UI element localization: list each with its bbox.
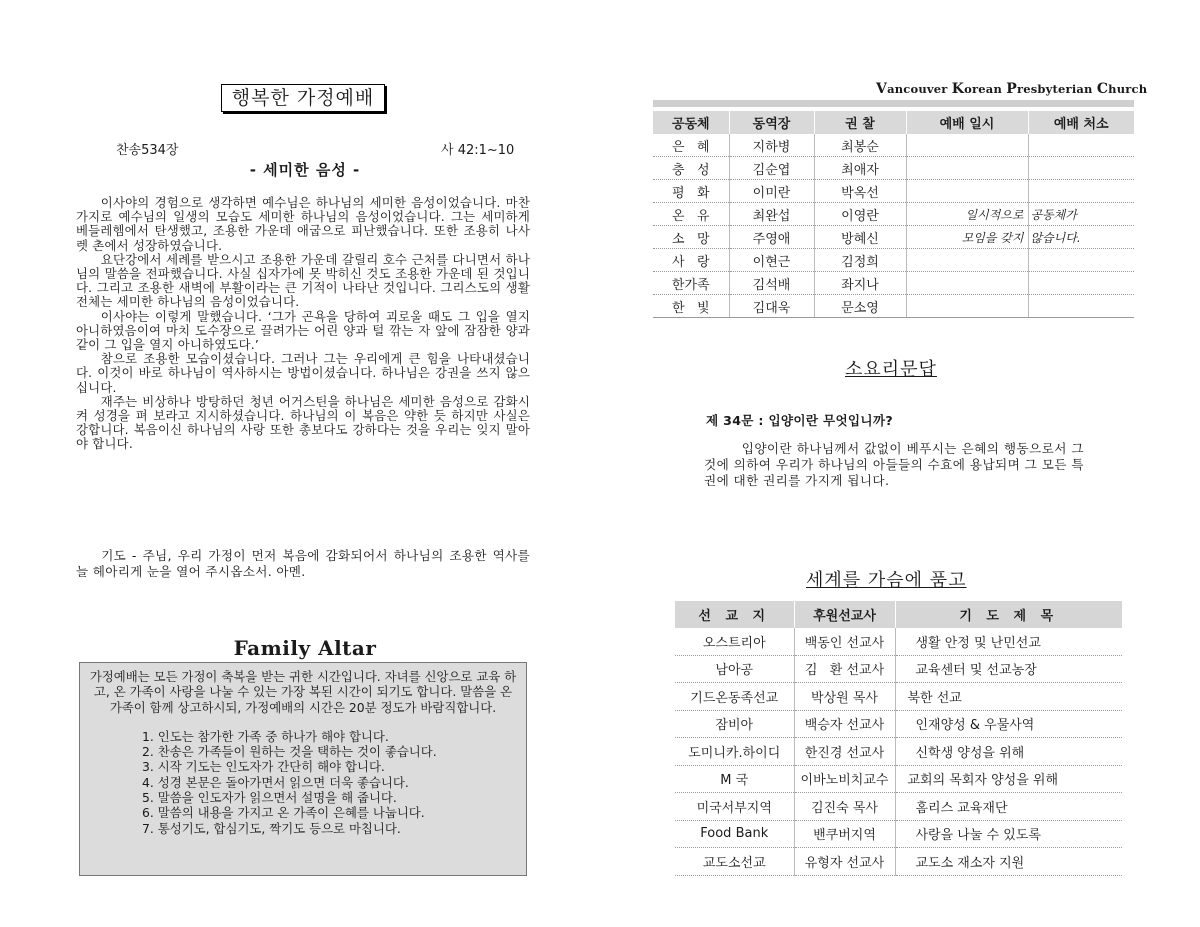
worship-title: 행복한 가정예배 bbox=[221, 84, 385, 112]
worship-time bbox=[906, 157, 1028, 180]
worship-time bbox=[906, 295, 1028, 318]
column-header: 후원선교사 bbox=[794, 601, 895, 628]
warden-name: 좌지나 bbox=[814, 272, 906, 295]
community-name: 은 혜 bbox=[653, 134, 729, 157]
missionary: 백승자 선교사 bbox=[794, 710, 895, 738]
sermon-paragraph: 재주는 비상하나 방탕하던 청년 어거스틴을 하나님은 세미한 음성으로 감화시켜 성경을 펴 보라고 지시하셨습니다. 하나님의 이 복음은 약한 듯 하지만 사실은 강합니다. 복음이신 하나님의 사랑 또한 총보다도 강하다는 것을 우리는 잊지 말아야 합니다. bbox=[76, 393, 530, 452]
church-name-part: orean bbox=[964, 82, 1007, 96]
leader-name: 김순엽 bbox=[729, 157, 814, 180]
table-row bbox=[653, 203, 1134, 226]
column-header: 기 도 제 목 bbox=[895, 601, 1122, 628]
table-row bbox=[653, 226, 1134, 249]
sermon-title: - 세미한 음성 - bbox=[249, 161, 361, 179]
prayer-topic: 교회의 목회자 양성을 위해 bbox=[895, 765, 1122, 793]
catechism-answer: 입양이란 하나님께서 값없이 베푸시는 은혜의 행동으로서 그것에 의하여 우리가 하나님의 아들들의 수효에 용납되며 그 모든 특권에 대한 권리를 가지게 됩니다. bbox=[704, 441, 1084, 488]
church-name-part: ancouver bbox=[887, 82, 952, 96]
rule-item: 7. 통성기도, 합심기도, 짝기도 등으로 마칩니다. bbox=[142, 820, 401, 836]
warden-name: 최봉순 bbox=[814, 134, 906, 157]
rule-item: 5. 말씀을 인도자가 읽으면서 설명을 해 줍니다. bbox=[142, 790, 397, 806]
missionary: 김 환 선교사 bbox=[794, 655, 895, 683]
worship-time bbox=[906, 180, 1028, 203]
warden-name: 김정희 bbox=[814, 249, 906, 272]
table-row bbox=[653, 180, 1134, 203]
church-name-cap: K bbox=[951, 81, 965, 97]
leader-name: 주영애 bbox=[729, 226, 814, 249]
table-row bbox=[675, 710, 1122, 738]
table-row bbox=[653, 157, 1134, 180]
warden-name: 문소영 bbox=[814, 295, 906, 318]
community-name: 충 성 bbox=[653, 157, 729, 180]
church-name-cap: V bbox=[876, 81, 888, 97]
column-header: 동역장 bbox=[729, 111, 814, 134]
leader-name: 지하병 bbox=[729, 134, 814, 157]
worship-place bbox=[1028, 272, 1134, 295]
leader-name: 이현근 bbox=[729, 249, 814, 272]
community-name: 한 빛 bbox=[653, 295, 729, 318]
mission-title: 세계를 가슴에 품고 bbox=[806, 570, 967, 591]
community-name: 한가족 bbox=[653, 272, 729, 295]
table-row bbox=[675, 628, 1122, 655]
mission-field: 오스트리아 bbox=[675, 628, 794, 655]
worship-place bbox=[1028, 249, 1134, 272]
mission-field: Food Bank bbox=[675, 820, 794, 848]
catechism-title: 소요리문답 bbox=[845, 359, 937, 380]
community-name: 평 화 bbox=[653, 180, 729, 203]
table-row bbox=[653, 272, 1134, 295]
mission-table bbox=[675, 601, 1122, 876]
rule-item: 3. 시작 기도는 인도자가 간단히 해야 합니다. bbox=[142, 759, 385, 775]
hymn-number: 찬송534장 bbox=[116, 143, 179, 158]
sermon-paragraph: 참으로 조용한 모습이셨습니다. 그러나 그는 우리에게 큰 힘을 나타내셨습니다. 이것이 바로 하나님이 역사하시는 방법이셨습니다. 하나님은 강권을 쓰지 않으십니다. bbox=[76, 351, 530, 395]
mission-field: 기드온동족선교 bbox=[675, 683, 794, 711]
table-row bbox=[653, 249, 1134, 272]
sermon-paragraph: 이사야의 경험으로 생각하면 예수님은 하나님의 세미한 음성이었습니다. 마찬가지로 예수님의 일생의 모습도 세미한 하나님의 음성이었습니다. 그는 세미하게 베들레헴에서 탄생했고, 조용한 가운데 애굽으로 피난했습니다. 또한 조용히 나사렛 촌에서 성장하였습니다. bbox=[76, 195, 530, 253]
leader-name: 김대욱 bbox=[729, 295, 814, 318]
closing-prayer: 기도 - 주님, 우리 가정이 먼저 복음에 감화되어서 하나님의 조용한 역사를 늘 헤아리게 눈을 열어 주시옵소서. 아멘. bbox=[76, 548, 530, 579]
header-rule bbox=[653, 100, 1134, 107]
church-name-cap: C bbox=[1096, 81, 1109, 97]
sermon-body bbox=[76, 196, 530, 452]
column-header: 선 교 지 bbox=[675, 601, 794, 628]
mission-field: 미국서부지역 bbox=[675, 793, 794, 821]
family-altar-box bbox=[79, 662, 527, 876]
worship-place bbox=[1028, 295, 1134, 318]
missionary: 박상원 목사 bbox=[794, 683, 895, 711]
leader-name: 김석배 bbox=[729, 272, 814, 295]
worship-place bbox=[1028, 157, 1134, 180]
missionary: 밴쿠버지역 bbox=[794, 820, 895, 848]
table-row bbox=[675, 765, 1122, 793]
missionary: 한진경 선교사 bbox=[794, 738, 895, 766]
table-row bbox=[675, 820, 1122, 848]
worship-time: 일시적으로 bbox=[906, 203, 1028, 226]
mission-field: 남아공 bbox=[675, 655, 794, 683]
column-header: 예배 일시 bbox=[906, 111, 1028, 134]
prayer-topic: 북한 선교 bbox=[895, 683, 1122, 711]
missionary: 백동인 선교사 bbox=[794, 628, 895, 655]
worship-time bbox=[906, 249, 1028, 272]
mission-field: 잠비아 bbox=[675, 710, 794, 738]
worship-time bbox=[906, 272, 1028, 295]
worship-place: 않습니다. bbox=[1028, 226, 1134, 249]
table-row bbox=[675, 848, 1122, 876]
rule-item: 4. 성경 본문은 돌아가면서 읽으면 더욱 좋습니다. bbox=[142, 774, 409, 790]
community-table bbox=[653, 111, 1134, 318]
family-altar-rules bbox=[142, 729, 518, 836]
prayer-topic: 사랑을 나눌 수 있도록 bbox=[895, 820, 1122, 848]
missionary: 이바노비치교수 bbox=[794, 765, 895, 793]
table-row bbox=[675, 655, 1122, 683]
sermon-paragraph: 요단강에서 세례를 받으시고 조용한 가운데 갈릴리 호수 근처를 다니면서 하나님의 말씀을 전파했습니다. 사실 십자가에 못 박히신 것도 조용한 가운데 된 것입니다. 그리고 조용한 새벽에 부활이라는 큰 기적이 나타난 것입니다. 그리스도의 생활 전체는 세미한 하나님의 음성이었습니다. bbox=[76, 251, 530, 310]
rule-item: 6. 말씀의 내용을 가지고 온 가족이 은혜를 나눕니다. bbox=[142, 805, 425, 821]
table-header-row bbox=[653, 111, 1134, 134]
community-name: 사 랑 bbox=[653, 249, 729, 272]
mission-field: 도미니카.하이디 bbox=[675, 738, 794, 766]
family-altar-intro: 가정예배는 모든 가정이 축복을 받는 귀한 시간입니다. 자녀를 신앙으로 교육 하고, 온 가족이 사랑을 나눌 수 있는 가장 복된 시간이 되기도 합니다. 말씀을 온 가족이 함께 상고하시되, 가정예배의 시간은 20분 정도가 바람직합니다. bbox=[89, 669, 517, 715]
worship-time: 모임을 갖지 bbox=[906, 226, 1028, 249]
mission-field: 교도소선교 bbox=[675, 848, 794, 876]
sermon-paragraph: 이사야는 이렇게 말했습니다. ‘그가 곤욕을 당하여 괴로울 때도 그 입을 열지 아니하였음이여 마치 도수장으로 끌려가는 어린 양과 털 깎는 자 앞에 잠잠한 양과 같이 그 입을 열지 아니하였도다.’ bbox=[76, 308, 530, 353]
church-name-part: hurch bbox=[1108, 82, 1148, 96]
catechism-question: 제 34문 : 입양이란 무엇입니까? bbox=[706, 413, 893, 428]
mission-field: M 국 bbox=[675, 765, 794, 793]
warden-name: 이영란 bbox=[814, 203, 906, 226]
church-name-part: resbyterian bbox=[1016, 82, 1097, 96]
warden-name: 방혜신 bbox=[814, 226, 906, 249]
church-name bbox=[876, 81, 1147, 97]
worship-place: 공동체가 bbox=[1028, 203, 1134, 226]
scripture-reference: 사 42:1~10 bbox=[441, 143, 515, 158]
warden-name: 최애자 bbox=[814, 157, 906, 180]
prayer-topic: 교도소 재소자 지원 bbox=[895, 848, 1122, 876]
worship-time bbox=[906, 134, 1028, 157]
column-header: 예배 처소 bbox=[1028, 111, 1134, 134]
worship-place bbox=[1028, 180, 1134, 203]
table-header-row bbox=[675, 601, 1122, 628]
prayer-topic: 신학생 양성을 위해 bbox=[895, 738, 1122, 766]
leader-name: 이미란 bbox=[729, 180, 814, 203]
worship-place bbox=[1028, 134, 1134, 157]
column-header: 권 찰 bbox=[814, 111, 906, 134]
missionary: 김진숙 목사 bbox=[794, 793, 895, 821]
table-row bbox=[653, 295, 1134, 318]
table-row bbox=[675, 793, 1122, 821]
rule-item: 1. 인도는 참가한 가족 중 하나가 해야 합니다. bbox=[142, 728, 389, 744]
community-name: 소 망 bbox=[653, 226, 729, 249]
family-altar-title: Family Altar bbox=[233, 636, 377, 660]
church-name-cap: P bbox=[1006, 81, 1017, 97]
column-header: 공동체 bbox=[653, 111, 729, 134]
community-name: 온 유 bbox=[653, 203, 729, 226]
leader-name: 최완섭 bbox=[729, 203, 814, 226]
warden-name: 박옥선 bbox=[814, 180, 906, 203]
table-row bbox=[675, 683, 1122, 711]
table-row bbox=[675, 738, 1122, 766]
table-row bbox=[653, 134, 1134, 157]
prayer-topic: 생활 안정 및 난민선교 bbox=[895, 628, 1122, 655]
prayer-topic: 인재양성 & 우물사역 bbox=[895, 710, 1122, 738]
prayer-topic: 홈리스 교육재단 bbox=[895, 793, 1122, 821]
rule-item: 2. 찬송은 가족들이 원하는 것을 택하는 것이 좋습니다. bbox=[142, 744, 437, 760]
missionary: 유형자 선교사 bbox=[794, 848, 895, 876]
prayer-topic: 교육센터 및 선교농장 bbox=[895, 655, 1122, 683]
